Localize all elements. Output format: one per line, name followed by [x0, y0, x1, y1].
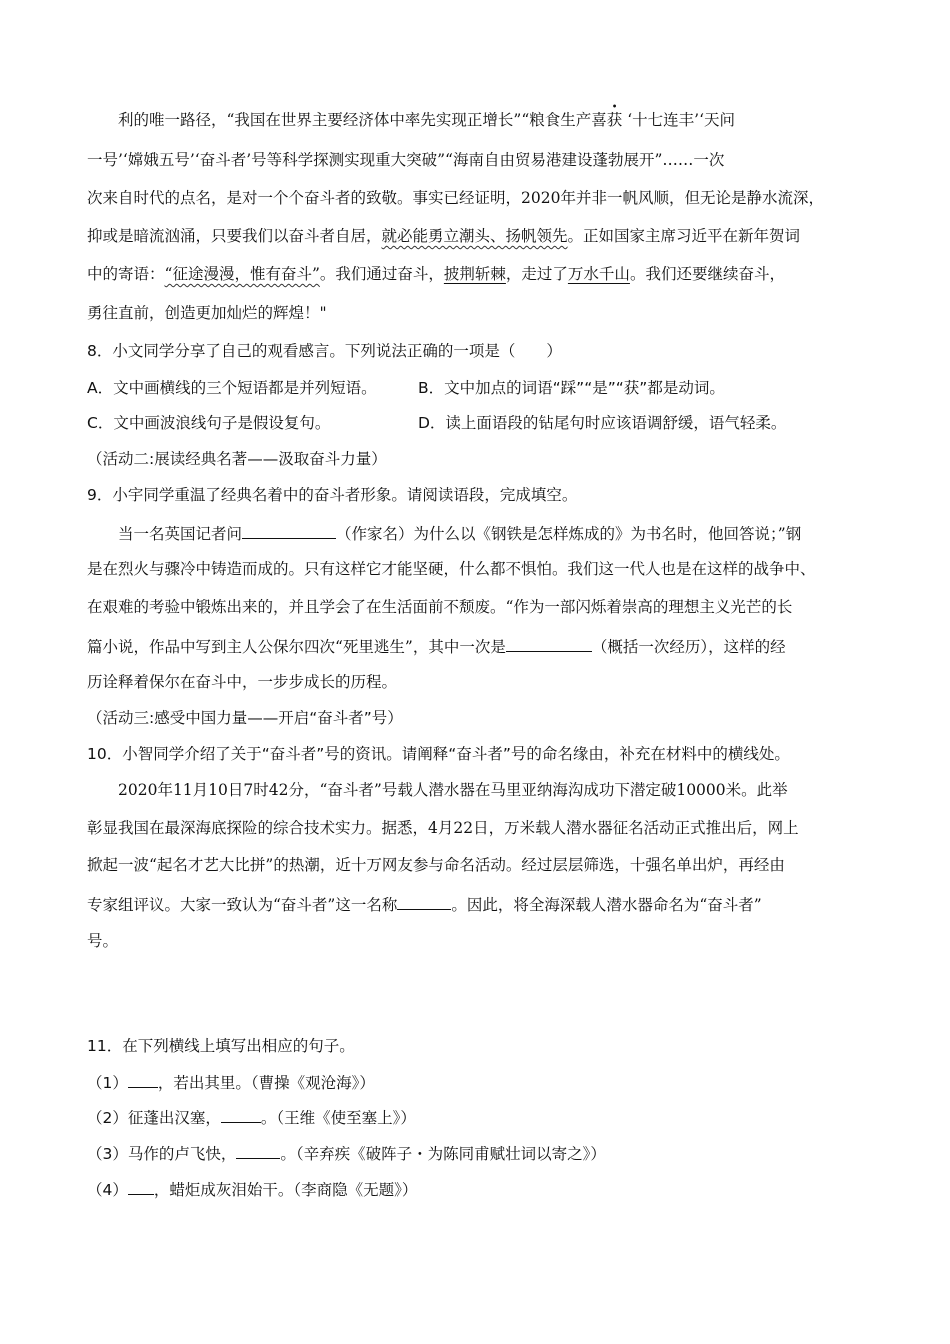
question-10-stem: 10．小智同学介绍了关于“奋斗者”号的资讯。请阐释“奋斗者”号的命名缘由，补充在材料中的横线处。	[87, 745, 790, 763]
q10-para-line-1: 2020年11月10日7时42分，“奋斗者”号载人潜水器在马里亚纳海沟成功下潜定破10000米。此举	[118, 781, 788, 799]
option-c: C．文中画波浪线句子是假设复句。	[87, 414, 331, 432]
q9-para-line-3: 在艰难的考验中锻炼出来的，并且学会了在生活面前不颓废。“作为一部闪烁着崇高的理想主义光芒的长	[87, 598, 793, 616]
name-reason-blank[interactable]	[397, 893, 451, 910]
answer-blank-1[interactable]	[128, 1071, 158, 1088]
q10-para-line-5: 号。	[87, 932, 119, 950]
passage-line-5: 中的寄语：“征途漫漫，惟有奋斗”。我们通过奋斗，披荆斩棘，走过了万水千山。我们还要继续奋斗，	[87, 265, 785, 283]
answer-blank-2[interactable]	[221, 1106, 261, 1123]
activity-3-heading: （活动三:感受中国力量——开启“奋斗者”号）	[87, 709, 403, 727]
passage-line-3: 次来自时代的点名，是对一个个奋斗者的致敬。事实已经证明，2020年并非一帆风顺，但无论是静水流深，	[87, 189, 824, 207]
option-a: A．文中画横线的三个短语都是并列短语。	[87, 379, 377, 397]
underlined-phrase: 万水千山	[567, 265, 630, 283]
answer-blank-4[interactable]	[128, 1178, 154, 1195]
q9-para-line-2: 是在烈火与骤冷中铸造而成的。只有这样它才能坚硬，什么都不惧怕。我们这一代人也是在这样的战争中、	[87, 560, 816, 578]
q11-item-3: （3）马作的卢飞快， 。（辛弃疾《破阵子・为陈同甫赋壮词以寄之》）	[87, 1142, 606, 1164]
q10-para-line-3: 掀起一波“起名才艺大比拼”的热潮，近十万网友参与命名活动。经过层层筛选，十强名单出炉，再经由	[87, 856, 785, 874]
option-d: D．读上面语段的钻尾句时应该语调舒缓，语气轻柔。	[418, 414, 787, 432]
passage-line-2: 一号’‘嫦娥五号’‘奋斗者’号等科学探测实现重大突破”“海南自由贸易港建设蓬勃展开”……一次	[87, 151, 725, 169]
q11-item-2: （2）征蓬出汉塞， 。（王维《使至塞上》）	[87, 1106, 416, 1128]
passage-line-4: 抑或是暗流汹涌，只要我们以奋斗者自居，就必能勇立潮头、扬帆领先。正如国家主席习近平在新年贺词	[87, 227, 801, 245]
question-9-stem: 9．小宇同学重温了经典名着中的奋斗者形象。请阅读语段，完成填空。	[87, 486, 578, 504]
question-8-stem: 8．小文同学分享了自己的观看感言。下列说法正确的一项是（ ）	[87, 342, 562, 360]
activity-2-heading: （活动二:展读经典名著——汲取奋斗力量）	[87, 450, 387, 468]
q9-para-line-4: 篇小说，作品中写到主人公保尔四次“死里逃生”，其中一次是 （概括一次经历），这样的经	[87, 635, 786, 657]
q9-para-line-5: 历诠释着保尔在奋斗中，一步步成长的历程。	[87, 673, 398, 691]
answer-blank-3[interactable]	[236, 1142, 280, 1159]
author-blank[interactable]	[242, 522, 336, 539]
experience-blank[interactable]	[506, 635, 592, 652]
q10-para-line-2: 彰显我国在最深海底探险的综合技术实力。据悉，4月22日，万米载人潜水器征名活动正式推出后，网上	[87, 819, 799, 837]
wavy-underlined-text: 就必能勇立潮头、扬帆领先	[381, 227, 568, 245]
passage-line-1: 利的唯一路径，“我国在世界主要经济体中率先实现正增长”“粮食生产喜获 ‘十七连丰’‘天问	[118, 111, 736, 129]
option-b: B．文中加点的词语“踩”“是”“获”都是动词。	[418, 379, 725, 397]
q11-item-1: （1） ，若出其里。（曹操《观沧海》）	[87, 1071, 375, 1093]
underlined-phrase: 披荆斩棘	[443, 265, 506, 283]
q10-para-line-4: 专家组评议。大家一致认为“奋斗者”这一名称 。因此，将全海深载人潜水器命名为“奋斗者”	[87, 893, 762, 915]
question-11-stem: 11．在下列横线上填写出相应的句子。	[87, 1037, 355, 1055]
q9-para-line-1: 当一名英国记者问 （作家名）为什么以《钢铁是怎样炼成的》为书名时，他回答说；”钢	[118, 522, 801, 544]
passage-line-6: 勇往直前，创造更加灿烂的辉煌！"	[87, 304, 327, 322]
wavy-underlined-quote: “征途漫漫，惟有奋斗”	[164, 265, 320, 283]
dotted-word: 获	[606, 111, 623, 129]
q11-item-4: （4） ，蜡炬成灰泪始干。（李商隐《无题》）	[87, 1178, 417, 1200]
